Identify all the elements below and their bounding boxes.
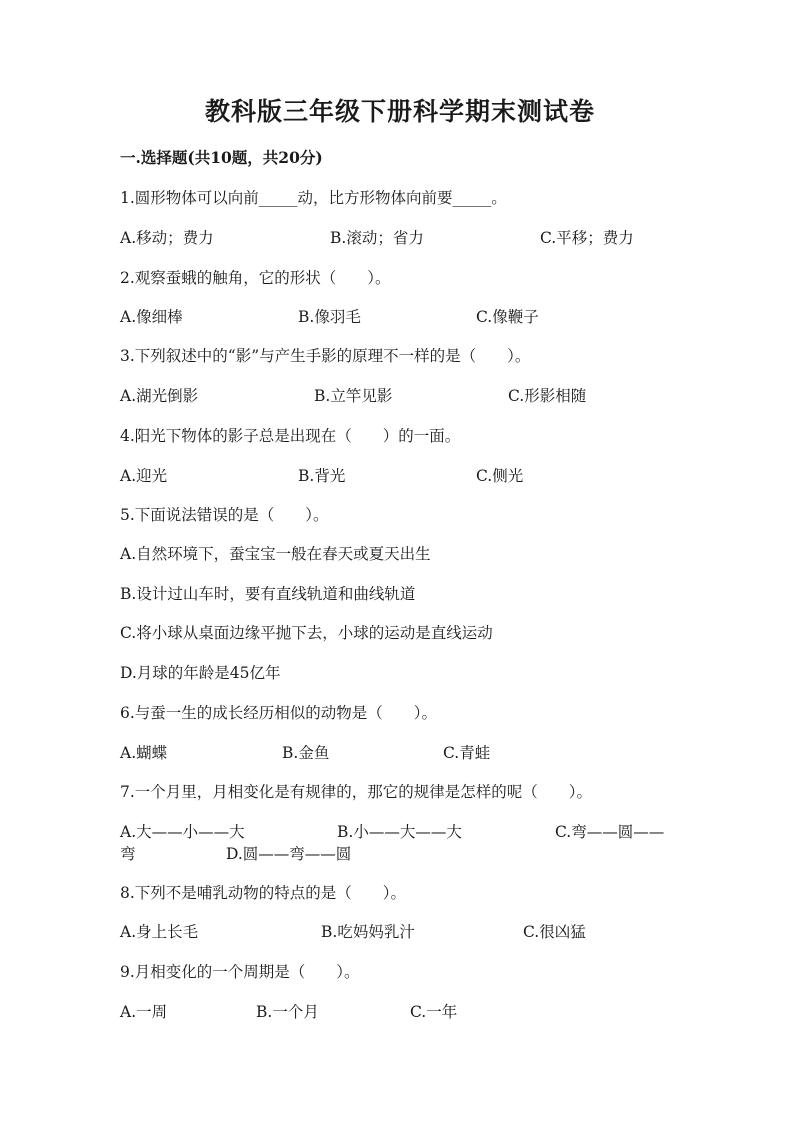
question-6-option-b: B.金鱼 [282, 744, 330, 762]
question-3-option-c: C.形影相随 [508, 387, 587, 405]
question-2-stem: 2.观察蚕蛾的触角，它的形状（ ）。 [120, 269, 391, 287]
question-7-option-d: D.圆——弯——圆 [226, 845, 352, 863]
question-4-stem: 4.阳光下物体的影子总是出现在（ ）的一面。 [120, 427, 461, 445]
question-2-option-b: B.像羽毛 [298, 308, 361, 326]
question-8-option-b: B.吃妈妈乳汁 [321, 923, 415, 941]
question-5-stem: 5.下面说法错误的是（ ）。 [120, 506, 329, 524]
question-7-stem: 7.一个月里，月相变化是有规律的，那它的规律是怎样的呢（ ）。 [120, 783, 593, 801]
question-8-stem: 8.下列不是哺乳动物的特点的是（ ）。 [120, 884, 407, 902]
question-7-option-a: A.大——小——大 [120, 823, 245, 841]
question-9-option-a: A.一周 [120, 1003, 168, 1021]
question-9-option-c: C.一年 [410, 1003, 458, 1021]
question-6-option-c: C.青蛙 [443, 744, 491, 762]
question-6-option-a: A.蝴蝶 [120, 744, 168, 762]
question-9-option-b: B.一个月 [256, 1003, 319, 1021]
question-4-option-b: B.背光 [298, 467, 346, 485]
question-3-stem: 3.下列叙述中的“影”与产生手影的原理不一样的是（ ）。 [120, 347, 531, 365]
question-4-option-a: A.迎光 [120, 467, 168, 485]
question-2-option-a: A.像细棒 [120, 308, 183, 326]
question-8-option-c: C.很凶猛 [523, 923, 586, 941]
question-1-option-c: C.平移；费力 [540, 229, 634, 247]
question-2-option-c: C.像鞭子 [476, 308, 539, 326]
question-6-stem: 6.与蚕一生的成长经历相似的动物是（ ）。 [120, 704, 438, 722]
section-heading: 一.选择题(共10题，共20分) [120, 148, 323, 167]
question-4-option-c: C.侧光 [476, 467, 524, 485]
question-5-option-d: D.月球的年龄是45亿年 [120, 664, 281, 682]
question-7-option-b: B.小——大——大 [337, 823, 462, 841]
question-5-option-c: C.将小球从桌面边缘平抛下去，小球的运动是直线运动 [120, 624, 493, 642]
question-7-option-c: C.弯——圆—— [555, 823, 665, 841]
question-7-option-c-continued: 弯 [120, 845, 136, 863]
question-5-option-b: B.设计过山车时，要有直线轨道和曲线轨道 [120, 585, 416, 603]
question-1-option-a: A.移动；费力 [120, 229, 214, 247]
question-3-option-b: B.立竿见影 [314, 387, 393, 405]
question-5-option-a: A.自然环境下，蚕宝宝一般在春天或夏天出生 [120, 545, 431, 563]
question-3-option-a: A.湖光倒影 [120, 387, 199, 405]
question-1-stem: 1.圆形物体可以向前_____动，比方形物体向前要_____。 [120, 189, 507, 207]
page-title: 教科版三年级下册科学期末测试卷 [204, 97, 595, 126]
question-8-option-a: A.身上长毛 [120, 923, 199, 941]
question-1-option-b: B.滚动；省力 [330, 229, 424, 247]
question-9-stem: 9.月相变化的一个周期是（ ）。 [120, 963, 360, 981]
